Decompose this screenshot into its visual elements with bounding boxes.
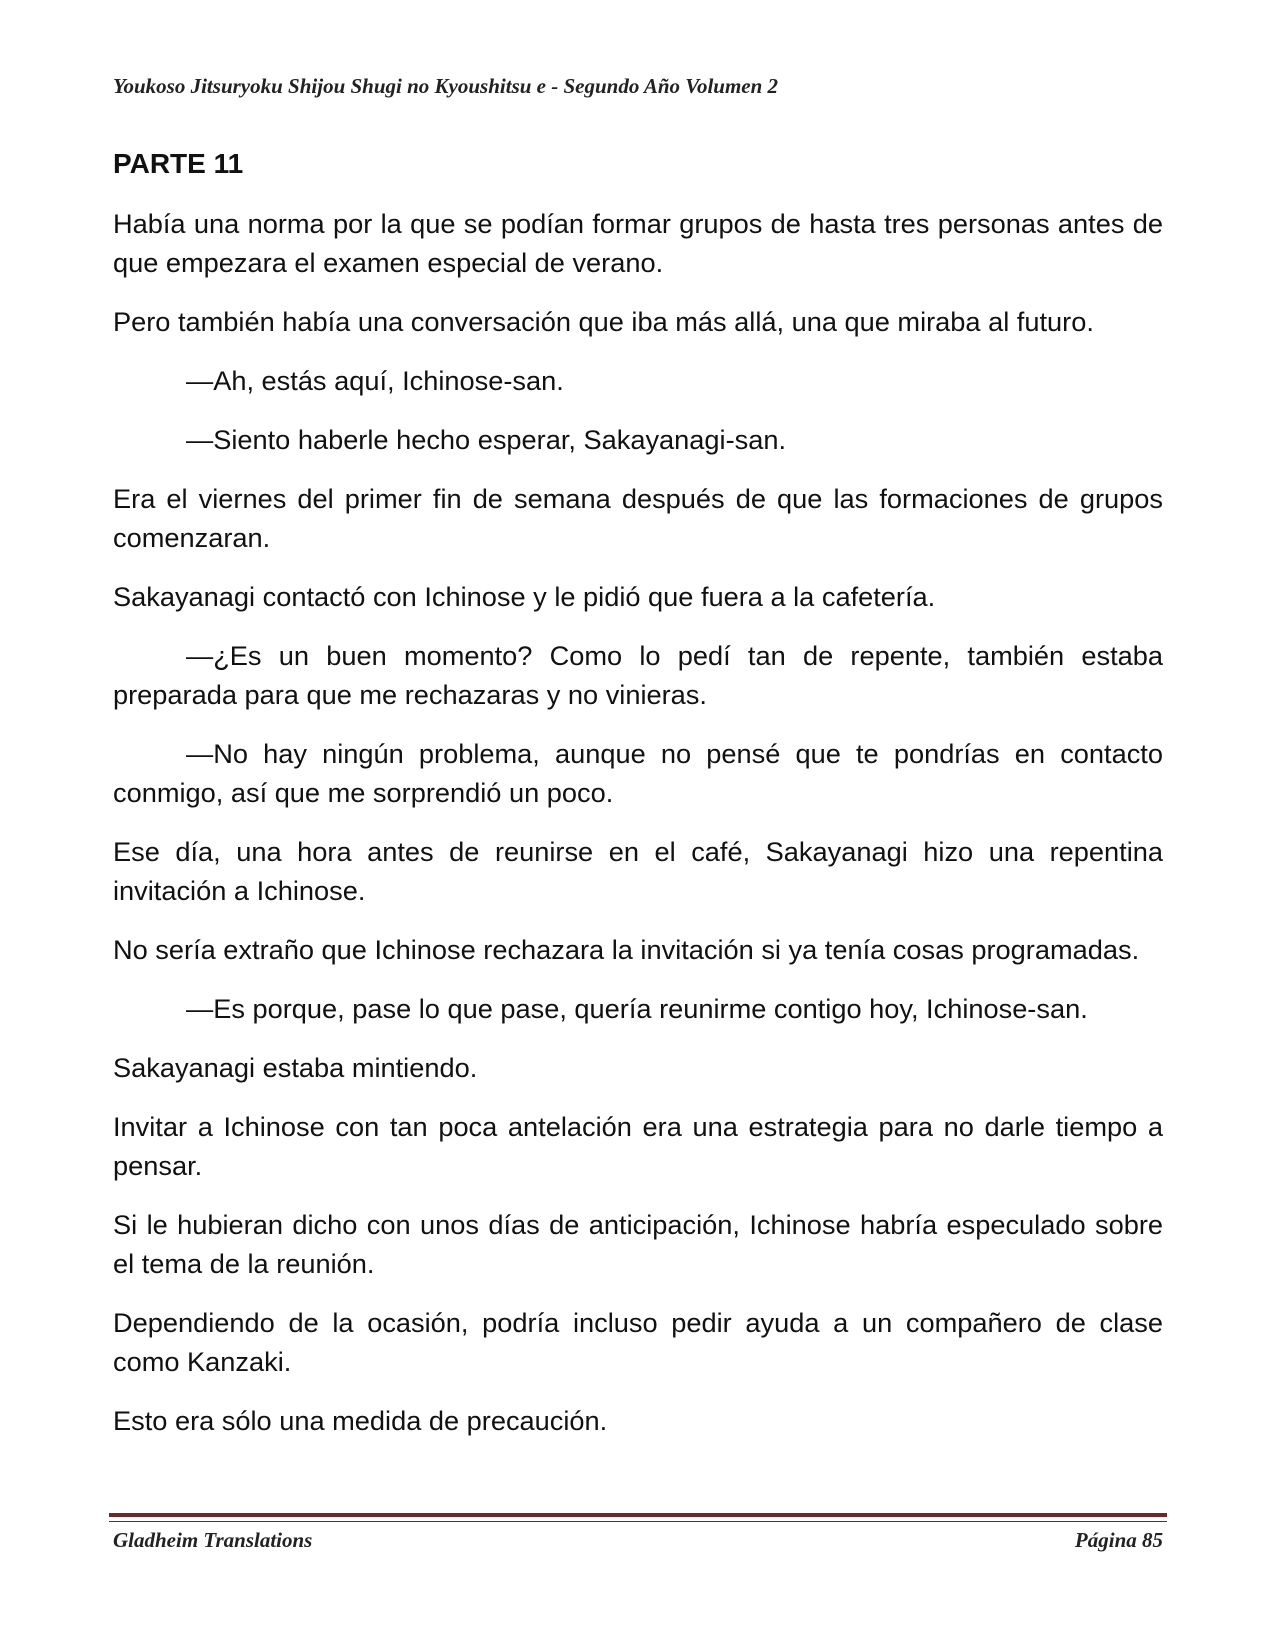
page-number: Página 85 — [1074, 1528, 1163, 1552]
paragraph: Ese día, una hora antes de reunirse en el café, Sakayanagi hizo una repentina invitación a Ichinose. — [113, 836, 1163, 906]
footer-divider-thin — [109, 1521, 1167, 1522]
dialogue-line: —No hay ningún problema, aunque no pensé que te pondrías en contacto conmigo, así que me sorprendió un poco. — [113, 738, 1163, 808]
running-header: Youkoso Jitsuryoku Shijou Shugi no Kyoushitsu e - Segundo Año Volumen 2 — [113, 74, 779, 98]
paragraph: Invitar a Ichinose con tan poca antelación era una estrategia para no darle tiempo a pensar. — [113, 1111, 1163, 1181]
section-heading: PARTE 11 — [113, 148, 244, 179]
paragraph: Sakayanagi contactó con Ichinose y le pidió que fuera a la cafetería. — [113, 581, 936, 612]
footer-divider-thick — [109, 1513, 1167, 1517]
dialogue-line: —Ah, estás aquí, Ichinose-san. — [186, 365, 564, 396]
dialogue-line: —Es porque, pase lo que pase, quería reunirme contigo hoy, Ichinose-san. — [186, 993, 1088, 1024]
paragraph: Dependiendo de la ocasión, podría incluso pedir ayuda a un compañero de clase como Kanzaki. — [113, 1307, 1163, 1377]
dialogue-line: —Siento haberle hecho esperar, Sakayanagi-san. — [186, 424, 787, 455]
page-content — [113, 146, 1163, 1460]
paragraph: Sakayanagi estaba mintiendo. — [113, 1052, 478, 1083]
paragraph: No sería extraño que Ichinose rechazara la invitación si ya tenía cosas programadas. — [113, 934, 1140, 965]
paragraph: Era el viernes del primer fin de semana después de que las formaciones de grupos comenzaran. — [113, 483, 1163, 553]
paragraph: Pero también había una conversación que iba más allá, una que miraba al futuro. — [113, 306, 1094, 337]
paragraph: Esto era sólo una medida de precaución. — [113, 1405, 608, 1436]
paragraph: Había una norma por la que se podían formar grupos de hasta tres personas antes de que empezara el examen especial de verano. — [113, 208, 1163, 278]
paragraph: Si le hubieran dicho con unos días de anticipación, Ichinose habría especulado sobre el tema de la reunión. — [113, 1209, 1163, 1279]
footer-credit: Gladheim Translations — [113, 1528, 313, 1552]
dialogue-line: —¿Es un buen momento? Como lo pedí tan de repente, también estaba preparada para que me rechazaras y no vinieras. — [113, 640, 1163, 710]
